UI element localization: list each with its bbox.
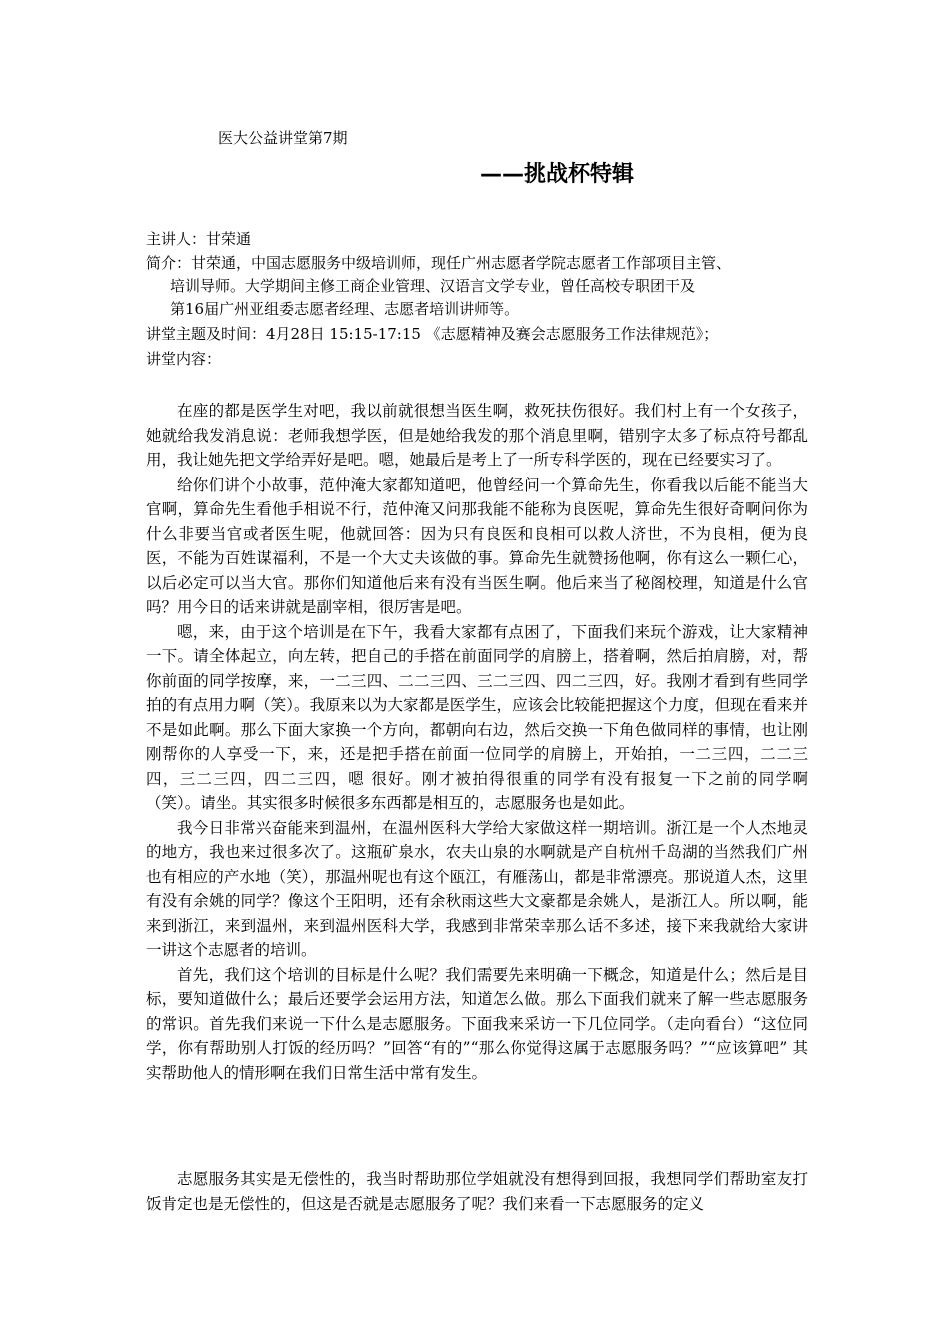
paragraph: 嗯，来，由于这个培训是在下午，我看大家都有点困了，下面我们来玩个游戏，让大家精神一下。请全体起立，向左转，把自己的手搭在前面同学的肩膀上，搭着啊，然后拍肩膀，对，帮你前面的同学按摩，来，一二三四、二二三四、三二三四、四二三四，好。我刚才看到有些同学拍的有点用力啊（笑）。我原来以为大家都是医学生，应该会比较能把握这个力度，但现在看来并不是如此啊。那么下面大家换一个方向，都朝向右边，然后交换一下角色做同样的事情，也让刚刚帮你的人享受一下，来，还是把手搭在前面一位同学的肩膀上，开始拍，一二三四，二二三四，三二三四，四二三四，嗯 很好。刚才被拍得很重的同学有没有报复一下之前的同学啊（笑）。请坐。其实很多时候很多东西都是相互的，志愿服务也是如此。 — [146, 622, 808, 812]
bio-line-2: 培训导师。大学期间主修工商企业管理、汉语言文学专业，曾任高校专职团干及 — [170, 277, 696, 295]
lecture-subtitle: ——挑战杯特辑 — [480, 162, 635, 187]
paragraph: 首先，我们这个培训的目标是什么呢？我们需要先来明确一下概念，知道是什么；然后是目标，要知道做什么；最后还要学会运用方法，知道怎么做。那么下面我们就来了解一些志愿服务的常识。首先我们来说一下什么是志愿服务。下面我来采访一下几位同学。（走向看台）“这位同学，你有帮助别人打饭的经历吗？”回答“有的”“那么你觉得这属于志愿服务吗？”“应该算吧” 其实帮助他人的情形啊在我们日常生活中常有发生。 — [146, 965, 808, 1082]
topic-and-time-line: 讲堂主题及时间：4月28日 15:15-17:15 《志愿精神及赛会志愿服务工作法律规范》； — [146, 325, 719, 343]
lecture-body-continued — [146, 1167, 808, 1216]
paragraph: 在座的都是医学生对吧，我以前就很想当医生啊，救死扶伤很好。我们村上有一个女孩子，她就给我发消息说：老师我想学医，但是她给我发的那个消息里啊，错别字太多了标点符号都乱用，我让她先把文学给弄好是吧。嗯，她最后是考上了一所专科学医的，现在已经要实习了。 — [146, 402, 808, 469]
lecture-series-title: 医大公益讲堂第7期 — [218, 129, 348, 147]
bio-line-3: 第16届广州亚组委志愿者经理、志愿者培训讲师等。 — [170, 300, 520, 318]
paragraph: 我今日非常兴奋能来到温州，在温州医科大学给大家做这样一期培训。浙江是一个人杰地灵的地方，我也来过很多次了。这瓶矿泉水，农夫山泉的水啊就是产自杭州千岛湖的当然我们广州也有相应的产水地（笑），那温州呢也有这个瓯江，有雁荡山，都是非常漂亮。那说道人杰，这里有没有余姚的同学？像这个王阳明，还有余秋雨这些大文豪都是余姚人，是浙江人。所以啊，能来到浙江，来到温州，来到温州医科大学，我感到非常荣幸那么话不多述，接下来我就给大家讲一讲这个志愿者的培训。 — [146, 818, 808, 959]
speaker-line: 主讲人：甘荣通 — [146, 230, 252, 248]
paragraph: 给你们讲个小故事，范仲淹大家都知道吧，他曾经问一个算命先生，你看我以后能不能当大官啊，算命先生看他手相说不行，范仲淹又问那我能不能称为良医呢，算命先生很好奇啊问你为什么非要当官或者医生呢，他就回答：因为只有良医和良相可以救人济世，不为良相，便为良医，不能为百姓谋福利，不是一个大丈夫该做的事。算命先生就赞扬他啊，你有这么一颗仁心，以后必定可以当大官。那你们知道他后来有没有当医生啊。他后来当了秘阁校理，知道是什么官吗？用今日的话来讲就是副宰相，很厉害是吧。 — [146, 475, 808, 616]
lecture-body — [146, 399, 808, 1085]
bio-line-1: 简介：甘荣通，中国志愿服务中级培训师，现任广州志愿者学院志愿者工作部项目主管、 — [146, 254, 732, 272]
content-label: 讲堂内容： — [146, 350, 222, 368]
paragraph: 志愿服务其实是无偿性的，我当时帮助那位学姐就没有想得到回报，我想同学们帮助室友打饭肯定也是无偿性的，但这是否就是志愿服务了呢？我们来看一下志愿服务的定义 — [146, 1170, 808, 1213]
